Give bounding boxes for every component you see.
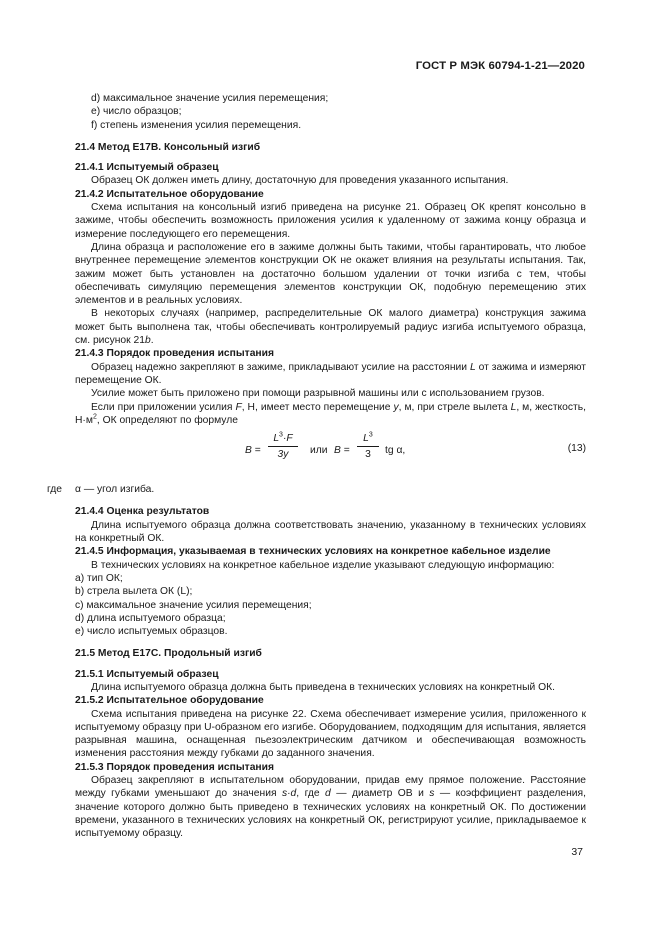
list-item: b) стрела вылета ОК (L);	[75, 586, 193, 598]
list-item: a) тип ОК;	[75, 572, 123, 584]
formula-or: или	[310, 445, 328, 457]
list-item: f) степень изменения усилия перемещения.	[91, 119, 302, 131]
formula-lhs: B =	[245, 445, 261, 457]
paragraph: Образец закрепляют в испытательном оборудовании, придав ему прямое положение. Расстояние между губками уменьшают до значения s·d, где d — диаметр ОВ и s — коэффициент разделения, значение которого должно быть приведено в технических условиях на конкретный ОК. По достижении времени, указанного в технических условиях на конкретный ОК, регистрируют усилие, прикладываемое к испытуемому образцу.	[75, 775, 586, 840]
paragraph: Длина испытуемого образца должна быть приведена в технических условиях на конкретный ОК.	[91, 681, 555, 693]
page-content	[47, 92, 586, 841]
list-item: c) максимальное значение усилия перемещения;	[75, 599, 312, 611]
subsection-heading: 21.5.2 Испытательное оборудование	[75, 695, 264, 707]
document-header: ГОСТ Р МЭК 60794-1-21—2020	[415, 60, 585, 72]
subsection-heading: 21.4.2 Испытательное оборудование	[75, 188, 264, 200]
section-heading: 21.4 Метод E17B. Консольный изгиб	[75, 141, 261, 153]
page-number: 37	[571, 846, 583, 858]
formula-13	[75, 431, 586, 477]
paragraph: Схема испытания на консольный изгиб приведена на рисунке 21. Образец ОК крепят консольно в зажиме, чтобы обеспечить возможность приложения усилия к удаленному от зажима концу образца и измерение последующего его перемещения.	[75, 202, 586, 240]
formula-tail: tg α,	[385, 445, 406, 457]
section-heading: 21.5 Метод E17C. Продольный изгиб	[75, 648, 262, 660]
subsection-heading: 21.4.5 Информация, указываемая в технических условиях на конкретное кабельное изделие	[75, 546, 551, 558]
subsection-heading: 21.4.1 Испытуемый образец	[75, 162, 219, 174]
formula-fraction-1: $\frac{L^3\cdot F}{3y}$	[268, 432, 298, 462]
paragraph: Образец ОК должен иметь длину, достаточную для проведения указанного испытания.	[91, 175, 509, 187]
subsection-heading: 21.4.4 Оценка результатов	[75, 506, 210, 518]
subsection-heading: 21.5.1 Испытуемый образец	[75, 668, 219, 680]
paragraph: Длина образца и расположение его в зажиме должны быть такими, чтобы гарантировать, что любое внутреннее перемещение элементов конструкции ОК не окажет влияния на результаты испытания. Так, зажим может быть установлен на достаточно большом удалении от точки изгиба с тем, чтобы обеспечивать симуляцию перемещения элементов конструкции ОК, подобную перемещению этих элементов и в реальных условиях.	[75, 241, 586, 307]
paragraph: Длина испытуемого образца должна соответствовать значению, указанному в технических условиях на конкретный ОК.	[75, 519, 586, 545]
paragraph: Усилие может быть приложено при помощи разрывной машины или с использованием грузов.	[91, 388, 545, 400]
list-item: d) длина испытуемого образца;	[75, 612, 226, 624]
paragraph: В технических условиях на конкретное кабельное изделие указывают следующую информацию:	[91, 559, 555, 571]
list-item: e) число образцов;	[91, 106, 182, 118]
formula-lhs-2: B =	[334, 445, 350, 457]
formula-fraction-2: $\frac{L^3}{3}$	[357, 432, 379, 462]
paragraph: Если при приложении усилия F, Н, имеет место перемещение y, м, при стреле вылета L, м, жесткость, $Н\cdot м^2$, ОК определяют по формуле	[75, 401, 586, 426]
subsection-heading: 21.5.3 Порядок проведения испытания	[75, 761, 274, 773]
equation-number: (13)	[567, 443, 586, 455]
paragraph: В некоторых случаях (например, распределительные ОК малого диаметра) конструкция зажима может быть выполнена так, чтобы обеспечивать контролируемый радиус изгиба испытуемого образца, см. рисунок 21b.	[75, 308, 586, 347]
list-item: e) число испытуемых образцов.	[75, 626, 228, 638]
subsection-heading: 21.4.3 Порядок проведения испытания	[75, 348, 274, 360]
formula-legend: где α — угол изгиба.	[47, 484, 155, 496]
list-item: d) максимальное значение усилия перемещения;	[91, 93, 329, 104]
paragraph: Схема испытания приведена на рисунке 22. Схема обеспечивает измерение усилия, приложенного к испытуемому образцу при U-образном его изгибе. Оборудованием, подходящим для испытания, является разрывная машина, оснащенная пьезоэлектрическим датчиком и обеспечивающая возможность изменения расстояния между губками до заданного значения.	[75, 708, 586, 760]
paragraph: Образец надежно закрепляют в зажиме, прикладывают усилие на расстоянии L от зажима и измеряют перемещение ОК.	[75, 361, 586, 386]
